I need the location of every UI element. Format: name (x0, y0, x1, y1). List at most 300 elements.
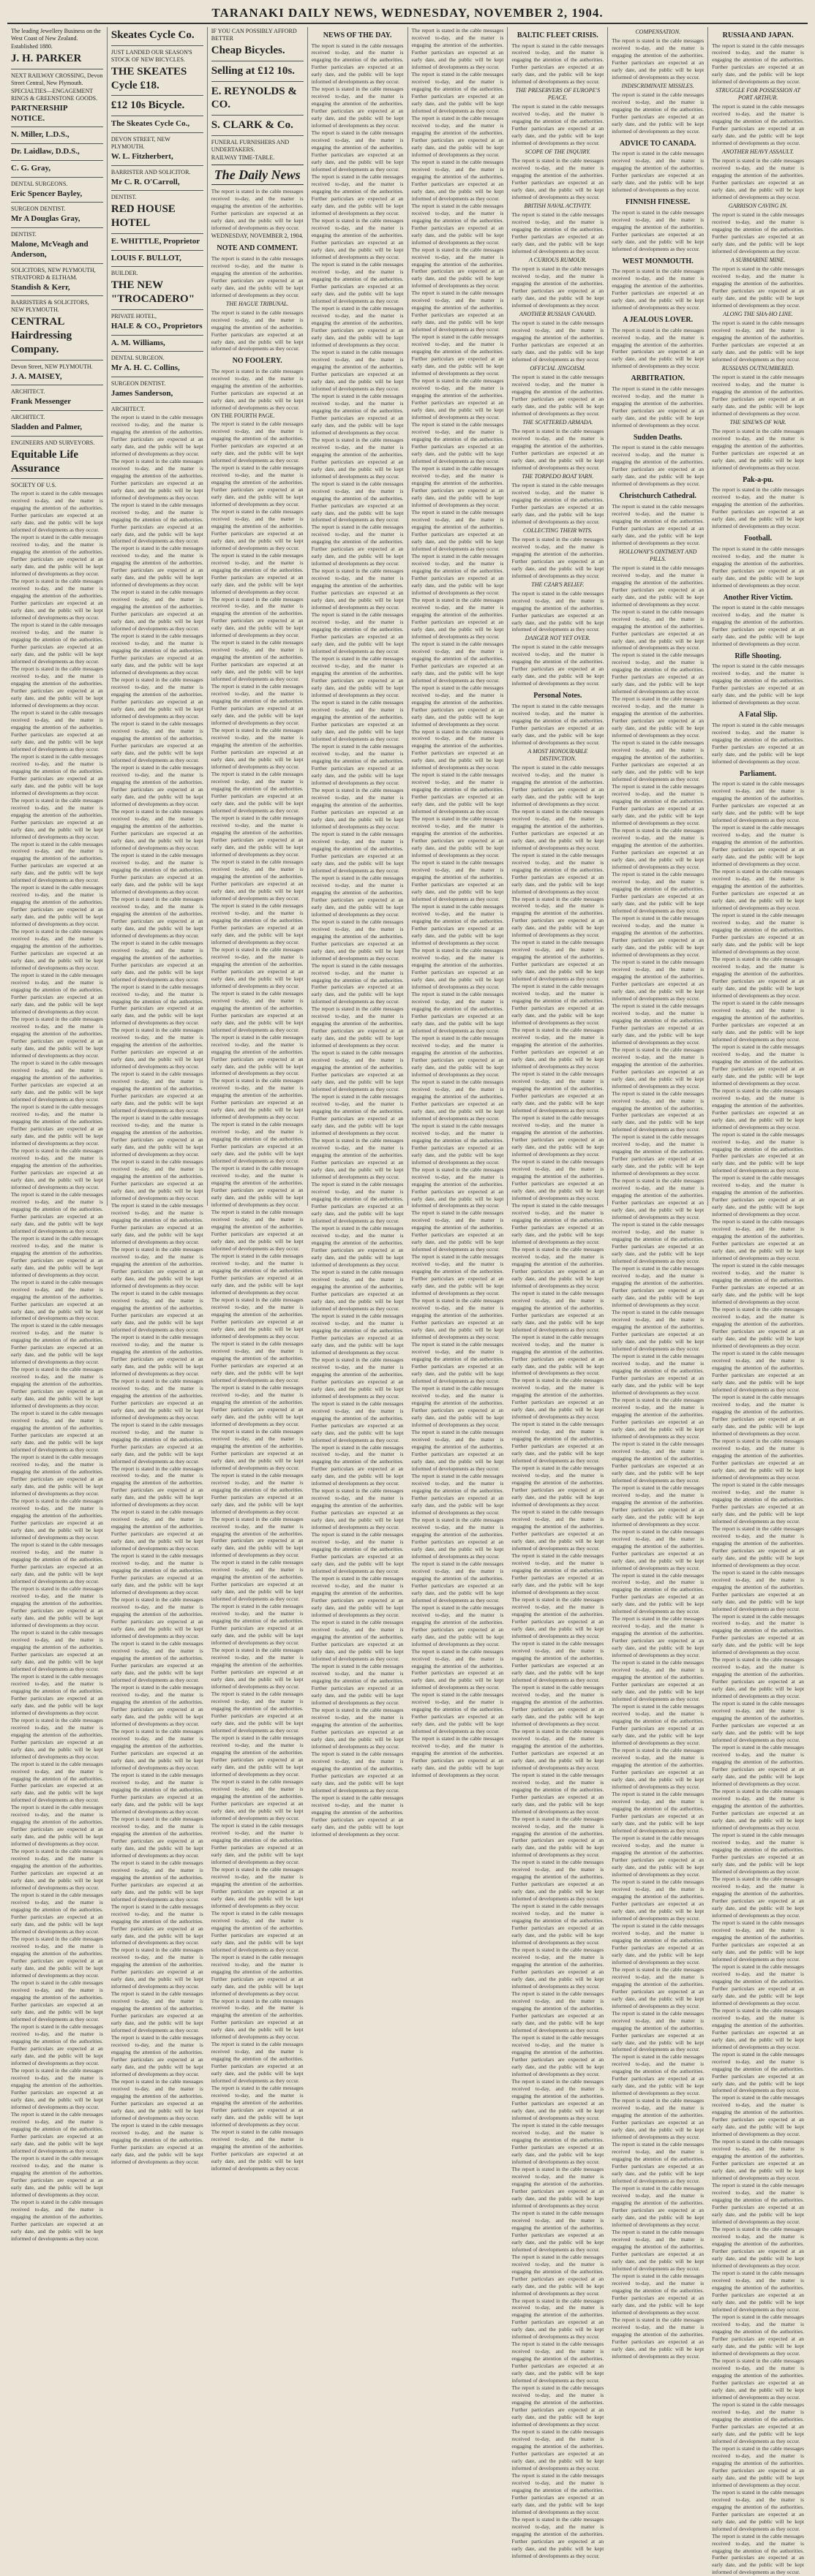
col7-filler-14: The report is stated in the cable messages received to-day, and the matter is engaging the attention of the authorities. Further particulars are expected at an early date, and the public will be kept informed of developments as they occur. (612, 1221, 705, 1265)
col1-rule-6 (11, 143, 103, 144)
col2-filler-2: The report is stated in the cable messages received to-day, and the matter is engaging the attention of the authorities. Further particulars are expected at an early date, and the public will be kept informed of developments as they occur. (110, 501, 203, 545)
col4-filler-28: The report is stated in the cable messages received to-day, and the matter is engaging the attention of the authorities. Further particulars are expected at an early date, and the public will be kept informed of developments as they occur. (311, 1312, 404, 1356)
col7-item-4: WEST MONMOUTH. (622, 257, 694, 265)
col7-filler-5: The report is stated in the cable messages received to-day, and the matter is engaging the attention of the authorities. Further particulars are expected at an early date, and the public will be kept informed of developments as they occur. (612, 827, 705, 871)
col4-filler-24: The report is stated in the cable messages received to-day, and the matter is engaging the attention of the authorities. Further particulars are expected at an early date, and the public will be kept informed of developments as they occur. (311, 1137, 404, 1181)
col3-item-3: E. REYNOLDS & CO. (211, 85, 297, 111)
col2-filler-0: The report is stated in the cable messages received to-day, and the matter is engaging the attention of the authorities. Further particulars are expected at an early date, and the public will be kept informed of developments as they occur. (110, 413, 203, 457)
col1-filler-30: The report is stated in the cable messages received to-day, and the matter is engaging the attention of the authorities. Further particulars are expected at an early date, and the public will be kept informed of developments as they occur. (11, 1804, 103, 1848)
col5-filler-39: The report is stated in the cable messages received to-day, and the matter is engaging the attention of the authorities. Further particulars are expected at an early date, and the public will be kept informed of developments as they occur. (411, 1735, 504, 1779)
col3-filler-29: The report is stated in the cable messages received to-day, and the matter is engaging the attention of the authorities. Further particulars are expected at an early date, and the public will be kept informed of developments as they occur. (211, 1691, 304, 1734)
col8-filler-21: The report is stated in the cable messages received to-day, and the matter is engaging the attention of the authorities. Further particulars are expected at an early date, and the public will be kept informed of developments as they occur. (712, 1744, 804, 1788)
col8-item-2: ANOTHER HEAVY ASSAULT. (722, 148, 795, 156)
col5-filler-10: The report is stated in the cable messages received to-day, and the matter is engaging the attention of the authorities. Further particulars are expected at an early date, and the public will be kept informed of developments as they occur. (411, 465, 504, 508)
col1-item-17: BARRISTERS & SOLICITORS, NEW PLYMOUTH. (11, 299, 89, 314)
col8-filler-26: The report is stated in the cable messages received to-day, and the matter is engaging the attention of the authorities. Further particulars are expected at an early date, and the public will be kept informed of developments as they occur. (712, 1963, 804, 2006)
col3-filler-27: The report is stated in the cable messages received to-day, and the matter is engaging the attention of the authorities. Further particulars are expected at an early date, and the public will be kept informed of developments as they occur. (211, 1603, 304, 1647)
col7-filler-2: The report is stated in the cable messages received to-day, and the matter is engaging the attention of the authorities. Further particulars are expected at an early date, and the public will be kept informed of developments as they occur. (612, 695, 705, 739)
col7-filler-19: The report is stated in the cable messages received to-day, and the matter is engaging the attention of the authorities. Further particulars are expected at an early date, and the public will be kept informed of developments as they occur. (612, 1440, 705, 1484)
col1-item-15: SOLICITORS, NEW PLYMOUTH, STRATFORD & ELTHAM. (11, 266, 96, 281)
col6-body-2: The report is stated in the cable messages received to-day, and the matter is engaging the attention of the authorities. Further particulars are expected at an early date, and the public will be kept informed of developments as they occur. (511, 157, 604, 201)
col6-body-12: The report is stated in the cable messages received to-day, and the matter is engaging the attention of the authorities. Further particulars are expected at an early date, and the public will be kept informed of developments as they occur. (511, 702, 604, 746)
col8-item-8: Pak-a-pu. (743, 475, 774, 484)
col6-filler-16: The report is stated in the cable messages received to-day, and the matter is engaging the attention of the authorities. Further particulars are expected at an early date, and the public will be kept informed of developments as they occur. (511, 1508, 604, 1552)
col1-item-6: N. Miller, L.D.S., (11, 130, 70, 140)
col8-filler-16: The report is stated in the cable messages received to-day, and the matter is engaging the attention of the authorities. Further particulars are expected at an early date, and the public will be kept informed of developments as they occur. (712, 1525, 804, 1568)
col6-filler-13: The report is stated in the cable messages received to-day, and the matter is engaging the attention of the authorities. Further particulars are expected at an early date, and the public will be kept informed of developments as they occur. (511, 1377, 604, 1421)
col8-filler-6: The report is stated in the cable messages received to-day, and the matter is engaging the attention of the authorities. Further particulars are expected at an early date, and the public will be kept informed of developments as they occur. (712, 1087, 804, 1130)
col2-filler-20: The report is stated in the cable messages received to-day, and the matter is engaging the attention of the authorities. Further particulars are expected at an early date, and the public will be kept informed of developments as they occur. (110, 1289, 203, 1333)
col1-rule-14 (11, 263, 103, 264)
col8-filler-17: The report is stated in the cable messages received to-day, and the matter is engaging the attention of the authorities. Further particulars are expected at an early date, and the public will be kept informed of developments as they occur. (712, 1568, 804, 1612)
col7-body-3: The report is stated in the cable messages received to-day, and the matter is engaging the attention of the authorities. Further particulars are expected at an early date, and the public will be kept informed of developments as they occur. (612, 208, 705, 252)
col2-item-20: SURGEON DENTIST. (110, 380, 166, 387)
col2-item-7: BARRISTER AND SOLICITOR. (110, 168, 191, 175)
col8-item-0: RUSSIA AND JAPAN. (722, 31, 794, 39)
col4-item-0: NEWS OF THE DAY. (323, 31, 392, 39)
col6-filler-35: The report is stated in the cable messages received to-day, and the matter is engaging the attention of the authorities. Further particulars are expected at an early date, and the public will be kept informed of developments as they occur. (511, 2341, 604, 2384)
col7-filler-10: The report is stated in the cable messages received to-day, and the matter is engaging the attention of the authorities. Further particulars are expected at an early date, and the public will be kept informed of developments as they occur. (612, 1046, 705, 1089)
col7-filler-25: The report is stated in the cable messages received to-day, and the matter is engaging the attention of the authorities. Further particulars are expected at an early date, and the public will be kept informed of developments as they occur. (612, 1703, 705, 1747)
col4-filler-36: The report is stated in the cable messages received to-day, and the matter is engaging the attention of the authorities. Further particulars are expected at an early date, and the public will be kept informed of developments as they occur. (311, 1663, 404, 1706)
col8-item-7: THE SINEWS OF WAR. (729, 418, 786, 426)
col2-filler-10: The report is stated in the cable messages received to-day, and the matter is engaging the attention of the authorities. Further particulars are expected at an early date, and the public will be kept informed of developments as they occur. (110, 851, 203, 895)
col4-filler-6: The report is stated in the cable messages received to-day, and the matter is engaging the attention of the authorities. Further particulars are expected at an early date, and the public will be kept informed of developments as they occur. (311, 348, 404, 392)
col2-filler-14: The report is stated in the cable messages received to-day, and the matter is engaging the attention of the authorities. Further particulars are expected at an early date, and the public will be kept informed of developments as they occur. (110, 1027, 203, 1070)
col1-item-19: Devon Street, NEW PLYMOUTH. (11, 363, 93, 370)
col8-body-3: The report is stated in the cable messages received to-day, and the matter is engaging the attention of the authorities. Further particulars are expected at an early date, and the public will be kept informed of developments as they occur. (712, 211, 804, 255)
col4-filler-15: The report is stated in the cable messages received to-day, and the matter is engaging the attention of the authorities. Further particulars are expected at an early date, and the public will be kept informed of developments as they occur. (311, 743, 404, 786)
col7-filler-33: The report is stated in the cable messages received to-day, and the matter is engaging the attention of the authorities. Further particulars are expected at an early date, and the public will be kept informed of developments as they occur. (612, 2053, 705, 2097)
col2-filler-32: The report is stated in the cable messages received to-day, and the matter is engaging the attention of the authorities. Further particulars are expected at an early date, and the public will be kept informed of developments as they occur. (110, 1815, 203, 1859)
col3-filler-12: The report is stated in the cable messages received to-day, and the matter is engaging the attention of the authorities. Further particulars are expected at an early date, and the public will be kept informed of developments as they occur. (211, 945, 304, 989)
col4-filler-13: The report is stated in the cable messages received to-day, and the matter is engaging the attention of the authorities. Further particulars are expected at an early date, and the public will be kept informed of developments as they occur. (311, 655, 404, 699)
col6-filler-2: The report is stated in the cable messages received to-day, and the matter is engaging the attention of the authorities. Further particulars are expected at an early date, and the public will be kept informed of developments as they occur. (511, 895, 604, 939)
col3-filler-30: The report is stated in the cable messages received to-day, and the matter is engaging the attention of the authorities. Further particulars are expected at an early date, and the public will be kept informed of developments as they occur. (211, 1734, 304, 1778)
col1-item-27: SOCIETY OF U.S. (11, 482, 56, 489)
col1-item-25: ENGINEERS AND SURVEYORS. (11, 439, 95, 446)
col7-filler-29: The report is stated in the cable messages received to-day, and the matter is engaging the attention of the authorities. Further particulars are expected at an early date, and the public will be kept informed of developments as they occur. (612, 1878, 705, 1922)
col7-filler-7: The report is stated in the cable messages received to-day, and the matter is engaging the attention of the authorities. Further particulars are expected at an early date, and the public will be kept informed of developments as they occur. (612, 914, 705, 958)
col8-filler-37: The report is stated in the cable messages received to-day, and the matter is engaging the attention of the authorities. Further particulars are expected at an early date, and the public will be kept informed of developments as they occur. (712, 2444, 804, 2488)
col7-body-4: The report is stated in the cable messages received to-day, and the matter is engaging the attention of the authorities. Further particulars are expected at an early date, and the public will be kept informed of developments as they occur. (612, 268, 705, 311)
col1-rule-7 (11, 160, 103, 161)
col8-filler-1: The report is stated in the cable messages received to-day, and the matter is engaging the attention of the authorities. Further particulars are expected at an early date, and the public will be kept informed of developments as they occur. (712, 868, 804, 912)
col6-item-4: A CURIOUS RUMOUR. (528, 257, 587, 264)
col7-item-5: A JEALOUS LOVER. (623, 316, 694, 325)
col4-filler-16: The report is stated in the cable messages received to-day, and the matter is engaging the attention of the authorities. Further particulars are expected at an early date, and the public will be kept informed of developments as they occur. (311, 786, 404, 830)
col5-filler-26: The report is stated in the cable messages received to-day, and the matter is engaging the attention of the authorities. Further particulars are expected at an early date, and the public will be kept informed of developments as they occur. (411, 1166, 504, 1209)
col6-item-11: DANGER NOT YET OVER. (525, 635, 590, 642)
col5-filler-24: The report is stated in the cable messages received to-day, and the matter is engaging the attention of the authorities. Further particulars are expected at an early date, and the public will be kept informed of developments as they occur. (411, 1078, 504, 1122)
col4-filler-30: The report is stated in the cable messages received to-day, and the matter is engaging the attention of the authorities. Further particulars are expected at an early date, and the public will be kept informed of developments as they occur. (311, 1400, 404, 1443)
col7-filler-3: The report is stated in the cable messages received to-day, and the matter is engaging the attention of the authorities. Further particulars are expected at an early date, and the public will be kept informed of developments as they occur. (612, 739, 705, 783)
col2-rule-10 (111, 233, 203, 234)
col6-filler-7: The report is stated in the cable messages received to-day, and the matter is engaging the attention of the authorities. Further particulars are expected at an early date, and the public will be kept informed of developments as they occur. (511, 1114, 604, 1157)
col6-filler-22: The report is stated in the cable messages received to-day, and the matter is engaging the attention of the authorities. Further particulars are expected at an early date, and the public will be kept informed of developments as they occur. (511, 1771, 604, 1815)
col5-filler-8: The report is stated in the cable messages received to-day, and the matter is engaging the attention of the authorities. Further particulars are expected at an early date, and the public will be kept informed of developments as they occur. (411, 377, 504, 421)
col7-filler-32: The report is stated in the cable messages received to-day, and the matter is engaging the attention of the authorities. Further particulars are expected at an early date, and the public will be kept informed of developments as they occur. (612, 2009, 705, 2053)
col2-filler-36: The report is stated in the cable messages received to-day, and the matter is engaging the attention of the authorities. Further particulars are expected at an early date, and the public will be kept informed of developments as they occur. (110, 1990, 203, 2034)
col3-filler-17: The report is stated in the cable messages received to-day, and the matter is engaging the attention of the authorities. Further particulars are expected at an early date, and the public will be kept informed of developments as they occur. (211, 1165, 304, 1209)
col3-item-6: RAILWAY TIME-TABLE. (211, 154, 275, 161)
col7-filler-4: The report is stated in the cable messages received to-day, and the matter is engaging the attention of the authorities. Further particulars are expected at an early date, and the public will be kept informed of developments as they occur. (612, 783, 705, 827)
col2-filler-6: The report is stated in the cable messages received to-day, and the matter is engaging the attention of the authorities. Further particulars are expected at an early date, and the public will be kept informed of developments as they occur. (110, 676, 203, 720)
col5-filler-38: The report is stated in the cable messages received to-day, and the matter is engaging the attention of the authorities. Further particulars are expected at an early date, and the public will be kept informed of developments as they occur. (411, 1691, 504, 1735)
col2-rule-14 (111, 309, 203, 310)
col2-filler-19: The report is stated in the cable messages received to-day, and the matter is engaging the attention of the authorities. Further particulars are expected at an early date, and the public will be kept informed of developments as they occur. (110, 1245, 203, 1289)
col3-filler-21: The report is stated in the cable messages received to-day, and the matter is engaging the attention of the authorities. Further particulars are expected at an early date, and the public will be kept informed of developments as they occur. (211, 1340, 304, 1383)
col1-filler-39: The report is stated in the cable messages received to-day, and the matter is engaging the attention of the authorities. Further particulars are expected at an early date, and the public will be kept informed of developments as they occur. (11, 2198, 103, 2242)
col5-filler-5: The report is stated in the cable messages received to-day, and the matter is engaging the attention of the authorities. Further particulars are expected at an early date, and the public will be kept informed of developments as they occur. (411, 246, 504, 290)
col2-rule-6 (111, 165, 203, 166)
col7-body-5: The report is stated in the cable messages received to-day, and the matter is engaging the attention of the authorities. Further particulars are expected at an early date, and the public will be kept informed of developments as they occur. (612, 326, 705, 370)
col8-body-12: The report is stated in the cable messages received to-day, and the matter is engaging the attention of the authorities. Further particulars are expected at an early date, and the public will be kept informed of developments as they occur. (712, 721, 804, 765)
col7-filler-6: The report is stated in the cable messages received to-day, and the matter is engaging the attention of the authorities. Further particulars are expected at an early date, and the public will be kept informed of developments as they occur. (612, 871, 705, 914)
col4-filler-17: The report is stated in the cable messages received to-day, and the matter is engaging the attention of the authorities. Further particulars are expected at an early date, and the public will be kept informed of developments as they occur. (311, 830, 404, 874)
col4-filler-39: The report is stated in the cable messages received to-day, and the matter is engaging the attention of the authorities. Further particulars are expected at an early date, and the public will be kept informed of developments as they occur. (311, 1794, 404, 1837)
col6-body-13: The report is stated in the cable messages received to-day, and the matter is engaging the attention of the authorities. Further particulars are expected at an early date, and the public will be kept informed of developments as they occur. (511, 763, 604, 807)
col2-filler-22: The report is stated in the cable messages received to-day, and the matter is engaging the attention of the authorities. Further particulars are expected at an early date, and the public will be kept informed of developments as they occur. (110, 1377, 203, 1421)
col2-filler-24: The report is stated in the cable messages received to-day, and the matter is engaging the attention of the authorities. Further particulars are expected at an early date, and the public will be kept informed of developments as they occur. (110, 1465, 203, 1508)
col7-item-8: Christchurch Cathedral. (619, 492, 696, 501)
col2-item-10: RED HOUSE HOTEL (110, 203, 176, 229)
col7-filler-34: The report is stated in the cable messages received to-day, and the matter is engaging the attention of the authorities. Further particulars are expected at an early date, and the public will be kept informed of developments as they occur. (612, 2097, 705, 2141)
col5-filler-3: The report is stated in the cable messages received to-day, and the matter is engaging the attention of the authorities. Further particulars are expected at an early date, and the public will be kept informed of developments as they occur. (411, 158, 504, 202)
col5-filler-28: The report is stated in the cable messages received to-day, and the matter is engaging the attention of the authorities. Further particulars are expected at an early date, and the public will be kept informed of developments as they occur. (411, 1253, 504, 1297)
col8-item-5: ALONG THE SHA-HO LINE. (723, 311, 793, 318)
col6-filler-11: The report is stated in the cable messages received to-day, and the matter is engaging the attention of the authorities. Further particulars are expected at an early date, and the public will be kept informed of developments as they occur. (511, 1289, 604, 1333)
col2-filler-17: The report is stated in the cable messages received to-day, and the matter is engaging the attention of the authorities. Further particulars are expected at an early date, and the public will be kept informed of developments as they occur. (110, 1158, 203, 1202)
col1-filler-37: The report is stated in the cable messages received to-day, and the matter is engaging the attention of the authorities. Further particulars are expected at an early date, and the public will be kept informed of developments as they occur. (11, 2110, 103, 2154)
col4-filler-7: The report is stated in the cable messages received to-day, and the matter is engaging the attention of the authorities. Further particulars are expected at an early date, and the public will be kept informed of developments as they occur. (311, 392, 404, 436)
col5-filler-6: The report is stated in the cable messages received to-day, and the matter is engaging the attention of the authorities. Further particulars are expected at an early date, and the public will be kept informed of developments as they occur. (411, 290, 504, 333)
col8-filler-13: The report is stated in the cable messages received to-day, and the matter is engaging the attention of the authorities. Further particulars are expected at an early date, and the public will be kept informed of developments as they occur. (712, 1393, 804, 1437)
col3-filler-34: The report is stated in the cable messages received to-day, and the matter is engaging the attention of the authorities. Further particulars are expected at an early date, and the public will be kept informed of developments as they occur. (211, 1909, 304, 1953)
col2-item-16: HALE & CO., Proprietors (110, 321, 203, 331)
col4-filler-33: The report is stated in the cable messages received to-day, and the matter is engaging the attention of the authorities. Further particulars are expected at an early date, and the public will be kept informed of developments as they occur. (311, 1531, 404, 1575)
col7-item-1: INDISCRIMINATE MISSILES. (621, 82, 694, 89)
col2-item-12: LOUIS F. BULLOT, (110, 253, 181, 262)
col2-item-17: A. M. Williams, (110, 338, 165, 347)
col5-filler-17: The report is stated in the cable messages received to-day, and the matter is engaging the attention of the authorities. Further particulars are expected at an early date, and the public will be kept informed of developments as they occur. (411, 771, 504, 815)
col8-filler-35: The report is stated in the cable messages received to-day, and the matter is engaging the attention of the authorities. Further particulars are expected at an early date, and the public will be kept informed of developments as they occur. (712, 2357, 804, 2401)
col2-filler-11: The report is stated in the cable messages received to-day, and the matter is engaging the attention of the authorities. Further particulars are expected at an early date, and the public will be kept informed of developments as they occur. (110, 895, 203, 939)
col7-body-1: The report is stated in the cable messages received to-day, and the matter is engaging the attention of the authorities. Further particulars are expected at an early date, and the public will be kept informed of developments as they occur. (612, 91, 705, 135)
col2-filler-34: The report is stated in the cable messages received to-day, and the matter is engaging the attention of the authorities. Further particulars are expected at an early date, and the public will be kept informed of developments as they occur. (110, 1903, 203, 1946)
col4-filler-37: The report is stated in the cable messages received to-day, and the matter is engaging the attention of the authorities. Further particulars are expected at an early date, and the public will be kept informed of developments as they occur. (311, 1706, 404, 1750)
col6-body-3: The report is stated in the cable messages received to-day, and the matter is engaging the attention of the authorities. Further particulars are expected at an early date, and the public will be kept informed of developments as they occur. (511, 211, 604, 255)
col8-filler-34: The report is stated in the cable messages received to-day, and the matter is engaging the attention of the authorities. Further particulars are expected at an early date, and the public will be kept informed of developments as they occur. (712, 2314, 804, 2357)
col7-filler-18: The report is stated in the cable messages received to-day, and the matter is engaging the attention of the authorities. Further particulars are expected at an early date, and the public will be kept informed of developments as they occur. (612, 1396, 705, 1440)
col2-item-8: Mr C. R. O'Carroll, (110, 177, 180, 186)
col3-filler-25: The report is stated in the cable messages received to-day, and the matter is engaging the attention of the authorities. Further particulars are expected at an early date, and the public will be kept informed of developments as they occur. (211, 1515, 304, 1559)
col4-filler-2: The report is stated in the cable messages received to-day, and the matter is engaging the attention of the authorities. Further particulars are expected at an early date, and the public will be kept informed of developments as they occur. (311, 173, 404, 217)
col2-rule-4 (111, 132, 203, 133)
col7-filler-37: The report is stated in the cable messages received to-day, and the matter is engaging the attention of the authorities. Further particulars are expected at an early date, and the public will be kept informed of developments as they occur. (612, 2229, 705, 2273)
col3-filler-19: The report is stated in the cable messages received to-day, and the matter is engaging the attention of the authorities. Further particulars are expected at an early date, and the public will be kept informed of developments as they occur. (211, 1253, 304, 1296)
col8-item-3: GARRISON CAVING IN. (728, 203, 788, 210)
col1-rule-16 (11, 295, 103, 296)
column-1 (7, 27, 108, 2242)
col6-filler-6: The report is stated in the cable messages received to-day, and the matter is engaging the attention of the authorities. Further particulars are expected at an early date, and the public will be kept informed of developments as they occur. (511, 1070, 604, 1114)
column-7 (608, 27, 708, 2360)
col3-filler-9: The report is stated in the cable messages received to-day, and the matter is engaging the attention of the authorities. Further particulars are expected at an early date, and the public will be kept informed of developments as they occur. (211, 815, 304, 858)
col3-filler-5: The report is stated in the cable messages received to-day, and the matter is engaging the attention of the authorities. Further particulars are expected at an early date, and the public will be kept informed of developments as they occur. (211, 639, 304, 683)
col3-item-7: The Daily News (211, 165, 304, 186)
col1-filler-27: The report is stated in the cable messages received to-day, and the matter is engaging the attention of the authorities. Further particulars are expected at an early date, and the public will be kept informed of developments as they occur. (11, 1672, 103, 1716)
col6-item-5: ANOTHER RUSSIAN CANARD. (519, 311, 596, 318)
col4-filler-4: The report is stated in the cable messages received to-day, and the matter is engaging the attention of the authorities. Further particulars are expected at an early date, and the public will be kept informed of developments as they occur. (311, 261, 404, 304)
col6-item-3: BRITISH NAVAL ACTIVITY. (524, 203, 592, 210)
col3-filler-6: The report is stated in the cable messages received to-day, and the matter is engaging the attention of the authorities. Further particulars are expected at an early date, and the public will be kept informed of developments as they occur. (211, 683, 304, 727)
col5-filler-7: The report is stated in the cable messages received to-day, and the matter is engaging the attention of the authorities. Further particulars are expected at an early date, and the public will be kept informed of developments as they occur. (411, 333, 504, 377)
col5-filler-25: The report is stated in the cable messages received to-day, and the matter is engaging the attention of the authorities. Further particulars are expected at an early date, and the public will be kept informed of developments as they occur. (411, 1122, 504, 1166)
col6-filler-39: The report is stated in the cable messages received to-day, and the matter is engaging the attention of the authorities. Further particulars are expected at an early date, and the public will be kept informed of developments as they occur. (511, 2516, 604, 2559)
col8-filler-14: The report is stated in the cable messages received to-day, and the matter is engaging the attention of the authorities. Further particulars are expected at an early date, and the public will be kept informed of developments as they occur. (712, 1437, 804, 1481)
col4-filler-14: The report is stated in the cable messages received to-day, and the matter is engaging the attention of the authorities. Further particulars are expected at an early date, and the public will be kept informed of developments as they occur. (311, 699, 404, 743)
col7-filler-8: The report is stated in the cable messages received to-day, and the matter is engaging the attention of the authorities. Further particulars are expected at an early date, and the public will be kept informed of developments as they occur. (612, 958, 705, 1002)
col2-filler-37: The report is stated in the cable messages received to-day, and the matter is engaging the attention of the authorities. Further particulars are expected at an early date, and the public will be kept informed of developments as they occur. (110, 2034, 203, 2078)
col3-item-11: NO FOOLERY. (232, 357, 282, 366)
col5-filler-32: The report is stated in the cable messages received to-day, and the matter is engaging the attention of the authorities. Further particulars are expected at an early date, and the public will be kept informed of developments as they occur. (411, 1429, 504, 1472)
col2-item-4: The Skeates Cycle Co., (110, 119, 190, 128)
col1-filler-15: The report is stated in the cable messages received to-day, and the matter is engaging the attention of the authorities. Further particulars are expected at an early date, and the public will be kept informed of developments as they occur. (11, 1147, 103, 1190)
col3-item-5: FUNERAL FURNISHERS AND UNDERTAKERS. (211, 138, 290, 153)
col8-filler-18: The report is stated in the cable messages received to-day, and the matter is engaging the attention of the authorities. Further particulars are expected at an early date, and the public will be kept informed of developments as they occur. (712, 1612, 804, 1656)
col1-filler-13: The report is stated in the cable messages received to-day, and the matter is engaging the attention of the authorities. Further particulars are expected at an early date, and the public will be kept informed of developments as they occur. (11, 1060, 103, 1103)
col7-filler-12: The report is stated in the cable messages received to-day, and the matter is engaging the attention of the authorities. Further particulars are expected at an early date, and the public will be kept informed of developments as they occur. (612, 1133, 705, 1177)
col3-body-11: The report is stated in the cable messages received to-day, and the matter is engaging the attention of the authorities. Further particulars are expected at an early date, and the public will be kept informed of developments as they occur. (211, 367, 304, 411)
col1-item-9: DENTAL SURGEONS. (11, 180, 68, 187)
col2-filler-27: The report is stated in the cable messages received to-day, and the matter is engaging the attention of the authorities. Further particulars are expected at an early date, and the public will be kept informed of developments as they occur. (110, 1596, 203, 1640)
col2-filler-23: The report is stated in the cable messages received to-day, and the matter is engaging the attention of the authorities. Further particulars are expected at an early date, and the public will be kept informed of developments as they occur. (110, 1421, 203, 1465)
col5-filler-37: The report is stated in the cable messages received to-day, and the matter is engaging the attention of the authorities. Further particulars are expected at an early date, and the public will be kept informed of developments as they occur. (411, 1647, 504, 1691)
col8-item-10: Another River Victim. (723, 593, 793, 602)
col7-item-0: COMPENSATION. (635, 29, 681, 35)
col2-item-6: W. L. Fitzherbert, (110, 151, 173, 161)
col4-filler-32: The report is stated in the cable messages received to-day, and the matter is engaging the attention of the authorities. Further particulars are expected at an early date, and the public will be kept informed of developments as they occur. (311, 1487, 404, 1531)
col7-body-0: The report is stated in the cable messages received to-day, and the matter is engaging the attention of the authorities. Further particulars are expected at an early date, and the public will be kept informed of developments as they occur. (612, 37, 705, 80)
col5-filler-4: The report is stated in the cable messages received to-day, and the matter is engaging the attention of the authorities. Further particulars are expected at an early date, and the public will be kept informed of developments as they occur. (411, 202, 504, 246)
col3-item-12: ON THE FOURTH PAGE. (211, 412, 275, 419)
col3-filler-3: The report is stated in the cable messages received to-day, and the matter is engaging the attention of the authorities. Further particulars are expected at an early date, and the public will be kept informed of developments as they occur. (211, 551, 304, 595)
col3-filler-38: The report is stated in the cable messages received to-day, and the matter is engaging the attention of the authorities. Further particulars are expected at an early date, and the public will be kept informed of developments as they occur. (211, 2085, 304, 2129)
col7-filler-13: The report is stated in the cable messages received to-day, and the matter is engaging the attention of the authorities. Further particulars are expected at an early date, and the public will be kept informed of developments as they occur. (612, 1177, 705, 1221)
col3-filler-8: The report is stated in the cable messages received to-day, and the matter is engaging the attention of the authorities. Further particulars are expected at an early date, and the public will be kept informed of developments as they occur. (211, 771, 304, 815)
col7-filler-15: The report is stated in the cable messages received to-day, and the matter is engaging the attention of the authorities. Further particulars are expected at an early date, and the public will be kept informed of developments as they occur. (612, 1265, 705, 1309)
column-6 (508, 27, 608, 2559)
col4-filler-12: The report is stated in the cable messages received to-day, and the matter is engaging the attention of the authorities. Further particulars are expected at an early date, and the public will be kept informed of developments as they occur. (311, 611, 404, 655)
col1-filler-24: The report is stated in the cable messages received to-day, and the matter is engaging the attention of the authorities. Further particulars are expected at an early date, and the public will be kept informed of developments as they occur. (11, 1541, 103, 1584)
col3-filler-4: The report is stated in the cable messages received to-day, and the matter is engaging the attention of the authorities. Further particulars are expected at an early date, and the public will be kept informed of developments as they occur. (211, 595, 304, 639)
col5-filler-18: The report is stated in the cable messages received to-day, and the matter is engaging the attention of the authorities. Further particulars are expected at an early date, and the public will be kept informed of developments as they occur. (411, 815, 504, 859)
col3-item-0: IF YOU CAN POSSIBLY AFFORD BETTER (211, 28, 297, 42)
col1-filler-17: The report is stated in the cable messages received to-day, and the matter is engaging the attention of the authorities. Further particulars are expected at an early date, and the public will be kept informed of developments as they occur. (11, 1234, 103, 1278)
col7-filler-38: The report is stated in the cable messages received to-day, and the matter is engaging the attention of the authorities. Further particulars are expected at an early date, and the public will be kept informed of developments as they occur. (612, 2273, 705, 2316)
col2-filler-21: The report is stated in the cable messages received to-day, and the matter is engaging the attention of the authorities. Further particulars are expected at an early date, and the public will be kept informed of developments as they occur. (110, 1333, 203, 1377)
col8-filler-25: The report is stated in the cable messages received to-day, and the matter is engaging the attention of the authorities. Further particulars are expected at an early date, and the public will be kept informed of developments as they occur. (712, 1919, 804, 1963)
col8-filler-22: The report is stated in the cable messages received to-day, and the matter is engaging the attention of the authorities. Further particulars are expected at an early date, and the public will be kept informed of developments as they occur. (712, 1788, 804, 1832)
col6-filler-21: The report is stated in the cable messages received to-day, and the matter is engaging the attention of the authorities. Further particulars are expected at an early date, and the public will be kept informed of developments as they occur. (511, 1727, 604, 1771)
col3-filler-15: The report is stated in the cable messages received to-day, and the matter is engaging the attention of the authorities. Further particulars are expected at an early date, and the public will be kept informed of developments as they occur. (211, 1077, 304, 1121)
col4-filler-11: The report is stated in the cable messages received to-day, and the matter is engaging the attention of the authorities. Further particulars are expected at an early date, and the public will be kept informed of developments as they occur. (311, 567, 404, 611)
col7-filler-23: The report is stated in the cable messages received to-day, and the matter is engaging the attention of the authorities. Further particulars are expected at an early date, and the public will be kept informed of developments as they occur. (612, 1615, 705, 1659)
col3-body-9: The report is stated in the cable messages received to-day, and the matter is engaging the attention of the authorities. Further particulars are expected at an early date, and the public will be kept informed of developments as they occur. (211, 254, 304, 298)
col1-filler-23: The report is stated in the cable messages received to-day, and the matter is engaging the attention of the authorities. Further particulars are expected at an early date, and the public will be kept informed of developments as they occur. (11, 1497, 103, 1541)
col1-item-26: Equitable Life Assurance (11, 448, 79, 475)
col2-item-9: DENTIST. (110, 194, 137, 201)
col6-filler-37: The report is stated in the cable messages received to-day, and the matter is engaging the attention of the authorities. Further particulars are expected at an early date, and the public will be kept informed of developments as they occur. (511, 2428, 604, 2472)
col6-filler-20: The report is stated in the cable messages received to-day, and the matter is engaging the attention of the authorities. Further particulars are expected at an early date, and the public will be kept informed of developments as they occur. (511, 1683, 604, 1727)
col2-filler-26: The report is stated in the cable messages received to-day, and the matter is engaging the attention of the authorities. Further particulars are expected at an early date, and the public will be kept informed of developments as they occur. (110, 1552, 203, 1596)
col2-rule-8 (111, 190, 203, 191)
col6-filler-32: The report is stated in the cable messages received to-day, and the matter is engaging the attention of the authorities. Further particulars are expected at an early date, and the public will be kept informed of developments as they occur. (511, 2209, 604, 2253)
col1-item-4: SPECIALTIES—ENGAGEMENT RINGS & GREENSTONE GOODS. (11, 87, 98, 102)
col7-filler-30: The report is stated in the cable messages received to-day, and the matter is engaging the attention of the authorities. Further particulars are expected at an early date, and the public will be kept informed of developments as they occur. (612, 1922, 705, 1965)
col7-filler-20: The report is stated in the cable messages received to-day, and the matter is engaging the attention of the authorities. Further particulars are expected at an early date, and the public will be kept informed of developments as they occur. (612, 1484, 705, 1527)
col5-filler-21: The report is stated in the cable messages received to-day, and the matter is engaging the attention of the authorities. Further particulars are expected at an early date, and the public will be kept informed of developments as they occur. (411, 947, 504, 990)
col6-filler-27: The report is stated in the cable messages received to-day, and the matter is engaging the attention of the authorities. Further particulars are expected at an early date, and the public will be kept informed of developments as they occur. (511, 1990, 604, 2034)
col3-filler-0: The report is stated in the cable messages received to-day, and the matter is engaging the attention of the authorities. Further particulars are expected at an early date, and the public will be kept informed of developments as they occur. (211, 420, 304, 464)
col2-filler-13: The report is stated in the cable messages received to-day, and the matter is engaging the attention of the authorities. Further particulars are expected at an early date, and the public will be kept informed of developments as they occur. (110, 983, 203, 1027)
col1-item-12: Mr A Douglas Gray, (11, 214, 80, 224)
col7-body-7: The report is stated in the cable messages received to-day, and the matter is engaging the attention of the authorities. Further particulars are expected at an early date, and the public will be kept informed of developments as they occur. (612, 444, 705, 488)
col1-filler-11: The report is stated in the cable messages received to-day, and the matter is engaging the attention of the authorities. Further particulars are expected at an early date, and the public will be kept informed of developments as they occur. (11, 972, 103, 1016)
col3-filler-36: The report is stated in the cable messages received to-day, and the matter is engaging the attention of the authorities. Further particulars are expected at an early date, and the public will be kept informed of developments as they occur. (211, 1997, 304, 2041)
col7-body-8: The report is stated in the cable messages received to-day, and the matter is engaging the attention of the authorities. Further particulars are expected at an early date, and the public will be kept informed of developments as they occur. (612, 502, 705, 546)
col7-body-9: The report is stated in the cable messages received to-day, and the matter is engaging the attention of the authorities. Further particulars are expected at an early date, and the public will be kept informed of developments as they occur. (612, 564, 705, 608)
col3-filler-1: The report is stated in the cable messages received to-day, and the matter is engaging the attention of the authorities. Further particulars are expected at an early date, and the public will be kept informed of developments as they occur. (211, 464, 304, 507)
col6-filler-10: The report is stated in the cable messages received to-day, and the matter is engaging the attention of the authorities. Further particulars are expected at an early date, and the public will be kept informed of developments as they occur. (511, 1245, 604, 1289)
col3-filler-20: The report is stated in the cable messages received to-day, and the matter is engaging the attention of the authorities. Further particulars are expected at an early date, and the public will be kept informed of developments as they occur. (211, 1296, 304, 1340)
col1-item-10: Eric Spencer Bayley, (11, 189, 83, 198)
col2-rule-21 (111, 402, 203, 403)
col4-filler-29: The report is stated in the cable messages received to-day, and the matter is engaging the attention of the authorities. Further particulars are expected at an early date, and the public will be kept informed of developments as they occur. (311, 1356, 404, 1400)
col2-filler-15: The report is stated in the cable messages received to-day, and the matter is engaging the attention of the authorities. Further particulars are expected at an early date, and the public will be kept informed of developments as they occur. (110, 1070, 203, 1114)
col2-filler-18: The report is stated in the cable messages received to-day, and the matter is engaging the attention of the authorities. Further particulars are expected at an early date, and the public will be kept informed of developments as they occur. (110, 1202, 203, 1245)
col8-item-6: RUSSIANS OUTNUMBERED. (721, 364, 795, 371)
col2-rule-16 (111, 335, 203, 336)
col1-rule-12 (11, 227, 103, 228)
col3-filler-10: The report is stated in the cable messages received to-day, and the matter is engaging the attention of the authorities. Further particulars are expected at an early date, and the public will be kept informed of developments as they occur. (211, 858, 304, 902)
col8-filler-36: The report is stated in the cable messages received to-day, and the matter is engaging the attention of the authorities. Further particulars are expected at an early date, and the public will be kept informed of developments as they occur. (712, 2401, 804, 2444)
col2-filler-28: The report is stated in the cable messages received to-day, and the matter is engaging the attention of the authorities. Further particulars are expected at an early date, and the public will be kept informed of developments as they occur. (110, 1640, 203, 1684)
col6-filler-38: The report is stated in the cable messages received to-day, and the matter is engaging the attention of the authorities. Further particulars are expected at an early date, and the public will be kept informed of developments as they occur. (511, 2472, 604, 2516)
col1-item-1: Established 1880. (11, 43, 53, 50)
column-8 (708, 27, 808, 2576)
col2-item-18: DENTAL SURGEON. (110, 355, 165, 362)
col6-filler-28: The report is stated in the cable messages received to-day, and the matter is engaging the attention of the authorities. Further particulars are expected at an early date, and the public will be kept informed of developments as they occur. (511, 2034, 604, 2077)
col3-filler-24: The report is stated in the cable messages received to-day, and the matter is engaging the attention of the authorities. Further particulars are expected at an early date, and the public will be kept informed of developments as they occur. (211, 1471, 304, 1515)
col3-filler-16: The report is stated in the cable messages received to-day, and the matter is engaging the attention of the authorities. Further particulars are expected at an early date, and the public will be kept informed of developments as they occur. (211, 1121, 304, 1165)
col2-item-0: Skeates Cycle Co. (110, 29, 195, 41)
col7-filler-24: The report is stated in the cable messages received to-day, and the matter is engaging the attention of the authorities. Further particulars are expected at an early date, and the public will be kept informed of developments as they occur. (612, 1659, 705, 1703)
col6-filler-17: The report is stated in the cable messages received to-day, and the matter is engaging the attention of the authorities. Further particulars are expected at an early date, and the public will be kept informed of developments as they occur. (511, 1552, 604, 1596)
col2-rule-11 (111, 250, 203, 251)
col6-body-10: The report is stated in the cable messages received to-day, and the matter is engaging the attention of the authorities. Further particulars are expected at an early date, and the public will be kept informed of developments as they occur. (511, 589, 604, 633)
col1-filler-33: The report is stated in the cable messages received to-day, and the matter is engaging the attention of the authorities. Further particulars are expected at an early date, and the public will be kept informed of developments as they occur. (11, 1935, 103, 1979)
col4-filler-5: The report is stated in the cable messages received to-day, and the matter is engaging the attention of the authorities. Further particulars are expected at an early date, and the public will be kept informed of developments as they occur. (311, 304, 404, 348)
col7-filler-35: The report is stated in the cable messages received to-day, and the matter is engaging the attention of the authorities. Further particulars are expected at an early date, and the public will be kept informed of developments as they occur. (612, 2141, 705, 2185)
col8-body-6: The report is stated in the cable messages received to-day, and the matter is engaging the attention of the authorities. Further particulars are expected at an early date, and the public will be kept informed of developments as they occur. (712, 373, 804, 417)
col8-body-2: The report is stated in the cable messages received to-day, and the matter is engaging the attention of the authorities. Further particulars are expected at an early date, and the public will be kept informed of developments as they occur. (712, 157, 804, 201)
col8-filler-5: The report is stated in the cable messages received to-day, and the matter is engaging the attention of the authorities. Further particulars are expected at an early date, and the public will be kept informed of developments as they occur. (712, 1043, 804, 1087)
col3-rule-2 (211, 81, 304, 82)
col1-filler-4: The report is stated in the cable messages received to-day, and the matter is engaging the attention of the authorities. Further particulars are expected at an early date, and the public will be kept informed of developments as they occur. (11, 665, 103, 709)
col1-filler-19: The report is stated in the cable messages received to-day, and the matter is engaging the attention of the authorities. Further particulars are expected at an early date, and the public will be kept informed of developments as they occur. (11, 1322, 103, 1366)
col6-filler-9: The report is stated in the cable messages received to-day, and the matter is engaging the attention of the authorities. Further particulars are expected at an early date, and the public will be kept informed of developments as they occur. (511, 1201, 604, 1245)
col6-filler-26: The report is stated in the cable messages received to-day, and the matter is engaging the attention of the authorities. Further particulars are expected at an early date, and the public will be kept informed of developments as they occur. (511, 1946, 604, 1990)
col8-filler-20: The report is stated in the cable messages received to-day, and the matter is engaging the attention of the authorities. Further particulars are expected at an early date, and the public will be kept informed of developments as they occur. (712, 1700, 804, 1744)
col1-rule-26 (11, 478, 103, 479)
col8-body-9: The report is stated in the cable messages received to-day, and the matter is engaging the attention of the authorities. Further particulars are expected at an early date, and the public will be kept informed of developments as they occur. (712, 545, 804, 589)
col8-item-4: A SUBMARINE MINE. (730, 257, 786, 264)
col2-filler-5: The report is stated in the cable messages received to-day, and the matter is engaging the attention of the authorities. Further particulars are expected at an early date, and the public will be kept informed of developments as they occur. (110, 632, 203, 676)
col7-item-2: ADVICE TO CANADA. (620, 139, 696, 148)
col1-filler-12: The report is stated in the cable messages received to-day, and the matter is engaging the attention of the authorities. Further particulars are expected at an early date, and the public will be kept informed of developments as they occur. (11, 1016, 103, 1060)
col8-body-11: The report is stated in the cable messages received to-day, and the matter is engaging the attention of the authorities. Further particulars are expected at an early date, and the public will be kept informed of developments as they occur. (712, 662, 804, 706)
col7-filler-1: The report is stated in the cable messages received to-day, and the matter is engaging the attention of the authorities. Further particulars are expected at an early date, and the public will be kept informed of developments as they occur. (612, 651, 705, 695)
col8-filler-3: The report is stated in the cable messages received to-day, and the matter is engaging the attention of the authorities. Further particulars are expected at an early date, and the public will be kept informed of developments as they occur. (712, 955, 804, 999)
col3-item-1: Cheap Bicycles. (211, 45, 285, 56)
col3-item-4: S. CLARK & Co. (211, 119, 293, 131)
col8-body-7: The report is stated in the cable messages received to-day, and the matter is engaging the attention of the authorities. Further particulars are expected at an early date, and the public will be kept informed of developments as they occur. (712, 427, 804, 471)
col1-filler-2: The report is stated in the cable messages received to-day, and the matter is engaging the attention of the authorities. Further particulars are expected at an early date, and the public will be kept informed of developments as they occur. (11, 578, 103, 621)
col6-filler-15: The report is stated in the cable messages received to-day, and the matter is engaging the attention of the authorities. Further particulars are expected at an early date, and the public will be kept informed of developments as they occur. (511, 1465, 604, 1508)
col2-item-15: PRIVATE HOTEL, (110, 312, 157, 320)
column-4 (308, 27, 408, 1837)
col4-filler-0: The report is stated in the cable messages received to-day, and the matter is engaging the attention of the authorities. Further particulars are expected at an early date, and the public will be kept informed of developments as they occur. (311, 86, 404, 129)
col6-filler-8: The report is stated in the cable messages received to-day, and the matter is engaging the attention of the authorities. Further particulars are expected at an early date, and the public will be kept informed of developments as they occur. (511, 1157, 604, 1201)
column-2 (108, 27, 208, 2166)
col1-item-20: J. A. MAISEY, (11, 371, 62, 381)
col7-item-6: ARBITRATION. (631, 374, 685, 383)
col3-filler-39: The report is stated in the cable messages received to-day, and the matter is engaging the attention of the authorities. Further particulars are expected at an early date, and the public will be kept informed of developments as they occur. (211, 2129, 304, 2172)
col4-filler-18: The report is stated in the cable messages received to-day, and the matter is engaging the attention of the authorities. Further particulars are expected at an early date, and the public will be kept informed of developments as they occur. (311, 874, 404, 918)
column-3 (208, 27, 308, 2172)
col3-item-2: Selling at £12 10s. (211, 64, 295, 77)
col4-filler-27: The report is stated in the cable messages received to-day, and the matter is engaging the attention of the authorities. Further particulars are expected at an early date, and the public will be kept informed of developments as they occur. (311, 1268, 404, 1312)
col8-filler-4: The report is stated in the cable messages received to-day, and the matter is engaging the attention of the authorities. Further particulars are expected at an early date, and the public will be kept informed of developments as they occur. (712, 999, 804, 1043)
col2-filler-3: The report is stated in the cable messages received to-day, and the matter is engaging the attention of the authorities. Further particulars are expected at an early date, and the public will be kept informed of developments as they occur. (110, 545, 203, 589)
col3-filler-26: The report is stated in the cable messages received to-day, and the matter is engaging the attention of the authorities. Further particulars are expected at an early date, and the public will be kept informed of developments as they occur. (211, 1559, 304, 1603)
col3-filler-31: The report is stated in the cable messages received to-day, and the matter is engaging the attention of the authorities. Further particulars are expected at an early date, and the public will be kept informed of developments as they occur. (211, 1778, 304, 1821)
col8-body-8: The report is stated in the cable messages received to-day, and the matter is engaging the attention of the authorities. Further particulars are expected at an early date, and the public will be kept informed of developments as they occur. (712, 486, 804, 530)
col8-filler-28: The report is stated in the cable messages received to-day, and the matter is engaging the attention of the authorities. Further particulars are expected at an early date, and the public will be kept informed of developments as they occur. (712, 2050, 804, 2094)
col4-filler-3: The report is stated in the cable messages received to-day, and the matter is engaging the attention of the authorities. Further particulars are expected at an early date, and the public will be kept informed of developments as they occur. (311, 217, 404, 261)
col6-item-1: THE PRESERVERS OF EUROPE'S PEACE. (515, 87, 601, 102)
col6-item-13: A MOST HONOURABLE DISTINCTION. (527, 747, 588, 762)
col2-item-3: £12 10s Bicycle. (110, 99, 185, 112)
col2-rule-2 (111, 95, 203, 96)
col5-filler-0: The report is stated in the cable messages received to-day, and the matter is engaging the attention of the authorities. Further particulars are expected at an early date, and the public will be kept informed of developments as they occur. (411, 27, 504, 70)
col6-body-7: The report is stated in the cable messages received to-day, and the matter is engaging the attention of the authorities. Further particulars are expected at an early date, and the public will be kept informed of developments as they occur. (511, 427, 604, 471)
col2-filler-8: The report is stated in the cable messages received to-day, and the matter is engaging the attention of the authorities. Further particulars are expected at an early date, and the public will be kept informed of developments as they occur. (110, 764, 203, 807)
col2-item-19: Mr A. H. C. Collins, (110, 363, 180, 373)
col1-filler-10: The report is stated in the cable messages received to-day, and the matter is engaging the attention of the authorities. Further particulars are expected at an early date, and the public will be kept informed of developments as they occur. (11, 928, 103, 972)
col7-filler-16: The report is stated in the cable messages received to-day, and the matter is engaging the attention of the authorities. Further particulars are expected at an early date, and the public will be kept informed of developments as they occur. (612, 1309, 705, 1352)
col6-body-6: The report is stated in the cable messages received to-day, and the matter is engaging the attention of the authorities. Further particulars are expected at an early date, and the public will be kept informed of developments as they occur. (511, 373, 604, 417)
col1-item-2: J. H. PARKER (11, 53, 82, 64)
col6-filler-33: The report is stated in the cable messages received to-day, and the matter is engaging the attention of the authorities. Further particulars are expected at an early date, and the public will be kept informed of developments as they occur. (511, 2253, 604, 2297)
col4-filler-22: The report is stated in the cable messages received to-day, and the matter is engaging the attention of the authorities. Further particulars are expected at an early date, and the public will be kept informed of developments as they occur. (311, 1049, 404, 1093)
col2-item-22: ARCHITECT. (110, 405, 146, 412)
col5-filler-23: The report is stated in the cable messages received to-day, and the matter is engaging the attention of the authorities. Further particulars are expected at an early date, and the public will be kept informed of developments as they occur. (411, 1034, 504, 1078)
col1-filler-35: The report is stated in the cable messages received to-day, and the matter is engaging the attention of the authorities. Further particulars are expected at an early date, and the public will be kept informed of developments as they occur. (11, 2022, 103, 2066)
col6-filler-19: The report is stated in the cable messages received to-day, and the matter is engaging the attention of the authorities. Further particulars are expected at an early date, and the public will be kept informed of developments as they occur. (511, 1639, 604, 1683)
col8-body-10: The report is stated in the cable messages received to-day, and the matter is engaging the attention of the authorities. Further particulars are expected at an early date, and the public will be kept informed of developments as they occur. (712, 604, 804, 647)
